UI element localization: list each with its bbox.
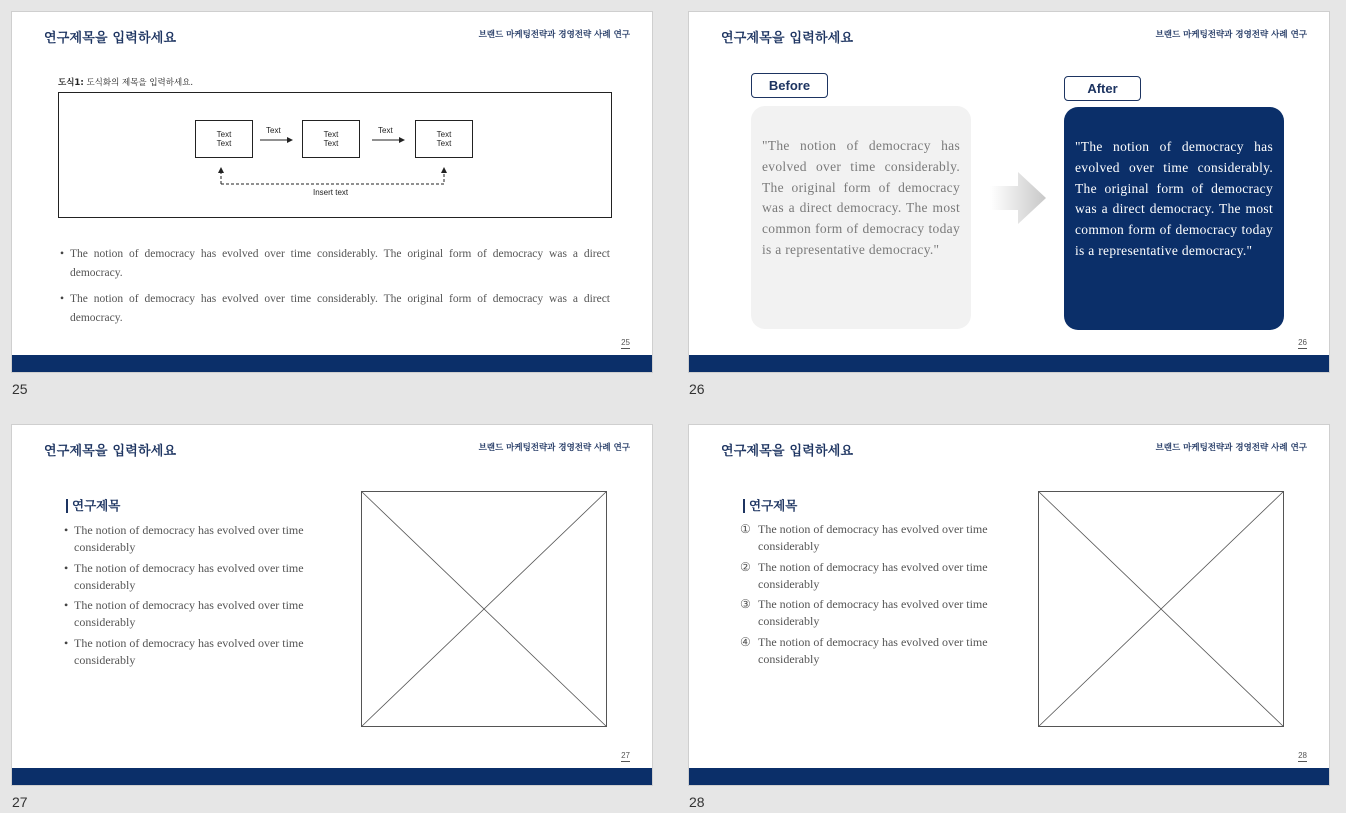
flow-box-3: Text Text [415,120,473,158]
slide-thumbnail-28[interactable] [688,424,1330,786]
footer-bar [12,355,652,372]
page-number: 25 [621,338,630,347]
diagram-frame [58,92,612,218]
slide-thumbnail-27[interactable] [11,424,653,786]
page-number: 26 [1298,338,1307,347]
slide-thumbnail-26[interactable] [688,11,1330,373]
flow-box-2: Text Text [302,120,360,158]
arrow-label-1: Text [266,126,281,135]
slide-subtitle: 브랜드 마케팅전략과 경영전략 사례 연구 [1155,443,1307,453]
section-heading: 연구제목 [66,499,120,513]
image-placeholder[interactable] [361,491,607,727]
page-number: 27 [621,751,630,760]
bullet-list [60,245,610,335]
slide-number-label: 27 [12,794,28,810]
bullet-item: • The notion of democracy has evolved over time considerably [64,522,304,556]
slide-number-label: 25 [12,381,28,397]
footer-bar [689,768,1329,785]
list-item: ② The notion of democracy has evolved over time considerably [740,559,988,591]
slide-number-label: 26 [689,381,705,397]
list-item: ③ The notion of democracy has evolved over time considerably [740,597,988,628]
before-quote-box: "The notion of democracy has evolved over time considerably. The original form of democracy was a direct democracy. The most common form of democracy today is a representative democracy." [751,106,971,329]
loop-label: Insert text [313,188,349,197]
slide-title: 연구제목을 입력하세요 [721,31,854,46]
footer-bar [12,768,652,785]
image-placeholder[interactable] [1038,491,1284,727]
list-item: ① The notion of democracy has evolved over time considerably [740,522,988,553]
slide-thumbnail-25[interactable] [11,11,653,373]
loop-line [221,168,444,184]
slide-subtitle: 브랜드 마케팅전략과 경영전략 사례 연구 [478,30,630,40]
slide-title: 연구제목을 입력하세요 [44,444,177,459]
section-heading: 연구제목 [743,499,797,513]
slide-subtitle: 브랜드 마케팅전략과 경영전략 사례 연구 [478,443,630,453]
diagram-caption: 도식1: 도식화의 제목을 입력하세요. [58,78,194,88]
list-item: ④ The notion of democracy has evolved over time considerably [740,634,988,666]
bullet-item: • The notion of democracy has evolved over time considerably. The original form of democracy was a direct democracy. [60,290,610,328]
slide-title: 연구제목을 입력하세요 [44,31,177,46]
bullet-item: • The notion of democracy has evolved over time considerably [64,635,304,669]
after-label: After [1064,76,1141,101]
arrow-label-2: Text [378,126,393,135]
footer-bar [689,355,1329,372]
right-arrow-icon [990,170,1050,226]
bullet-item: • The notion of democracy has evolved over time considerably. The original form of democracy was a direct democracy. [60,245,610,283]
bullet-item: • The notion of democracy has evolved over time considerably [64,597,304,631]
slide-title: 연구제목을 입력하세요 [721,444,854,459]
numbered-list [740,521,990,671]
flow-box-1: Text Text [195,120,253,158]
bullet-item: • The notion of democracy has evolved over time considerably [64,560,304,594]
before-label: Before [751,73,828,98]
slide-number-label: 28 [689,794,705,810]
page-number: 28 [1298,751,1307,760]
bullet-list [64,522,304,672]
after-quote-box: "The notion of democracy has evolved over time considerably. The original form of democracy was a direct democracy. The most common form of democracy today is a representative democracy." [1064,107,1284,330]
slide-subtitle: 브랜드 마케팅전략과 경영전략 사례 연구 [1155,30,1307,40]
